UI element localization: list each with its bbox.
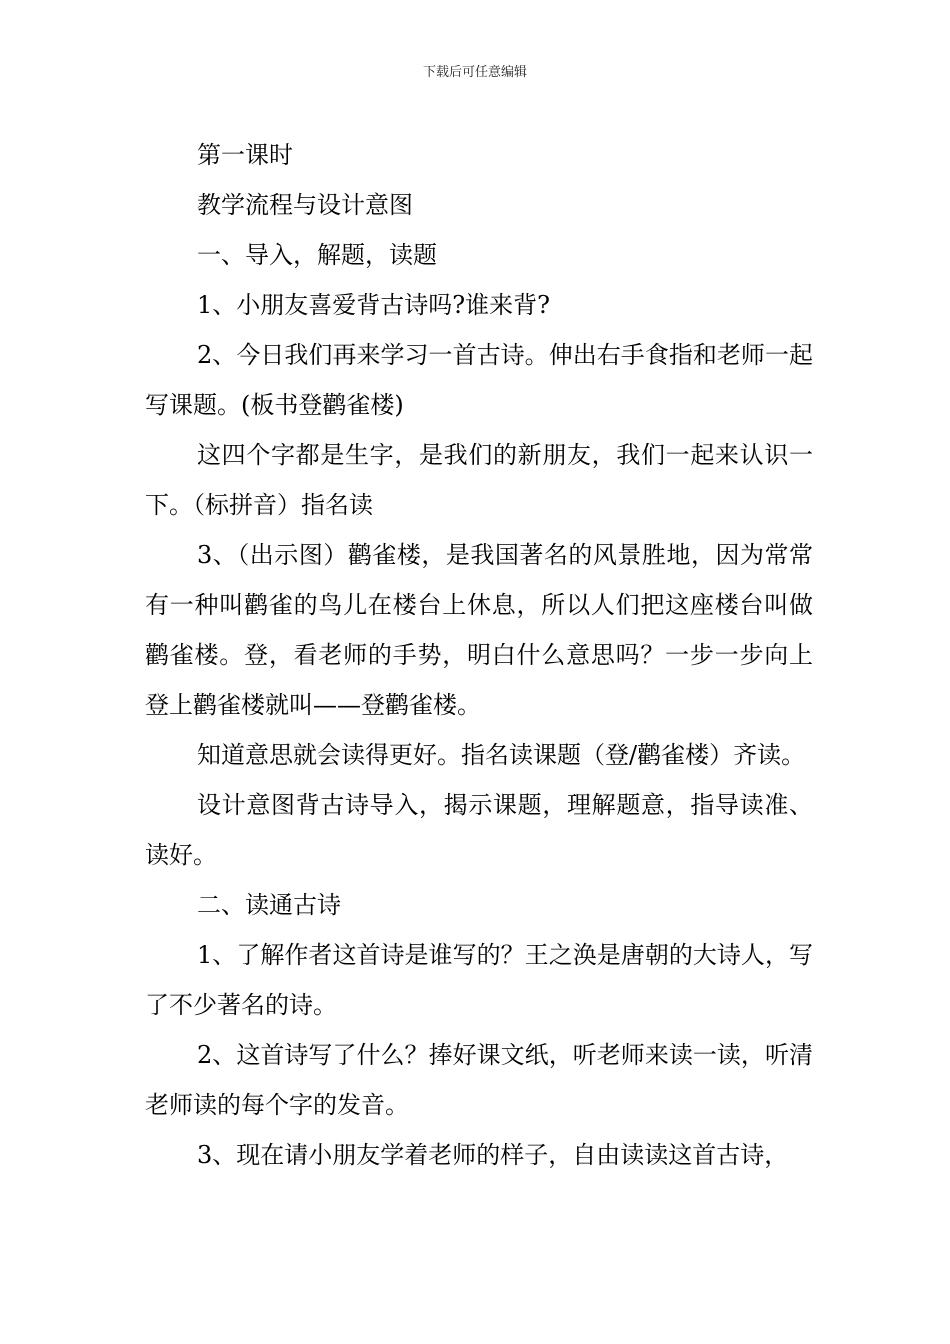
paragraph: 2、这首诗写了什么？捧好课文纸，听老师来读一读，听清老师读的每个字的发音。 — [145, 1041, 813, 1119]
document-body — [145, 130, 813, 1180]
section-heading: 教学流程与设计意图 — [197, 191, 413, 219]
design-intent-paragraph: 设计意图背古诗导入，揭示课题，理解题意，指导读准、读好。 — [145, 791, 813, 869]
paragraph: 这四个字都是生字，是我们的新朋友，我们一起来认识一下。（标拼音）指名读 — [145, 441, 813, 519]
part-two-heading: 二、读通古诗 — [197, 891, 341, 919]
paragraph: 1、小朋友喜爱背古诗吗?谁来背? — [197, 291, 551, 319]
paragraph: 3、现在请小朋友学着老师的样子，自由读读这首古诗， — [197, 1141, 789, 1169]
paragraph: 1、了解作者这首诗是谁写的？王之涣是唐朝的大诗人，写了不少著名的诗。 — [145, 941, 813, 1019]
part-one-heading: 一、导入，解题，读题 — [197, 241, 437, 269]
page-header: 下载后可任意编辑 — [422, 65, 527, 80]
paragraph: 2、今日我们再来学习一首古诗。伸出右手食指和老师一起写课题。(板书登鹳雀楼) — [145, 341, 813, 419]
paragraph: 3、（出示图）鹳雀楼，是我国著名的风景胜地，因为常常有一种叫鹳雀的鸟儿在楼台上休息，所以人们把这座楼台叫做鹳雀楼。登，看老师的手势，明白什么意思吗？一步一步向上登上鹳雀楼就叫——登鹳雀楼。 — [145, 541, 813, 719]
lesson-title: 第一课时 — [197, 141, 293, 169]
paragraph: 知道意思就会读得更好。指名读课题（登/鹳雀楼）齐读。 — [197, 741, 806, 769]
